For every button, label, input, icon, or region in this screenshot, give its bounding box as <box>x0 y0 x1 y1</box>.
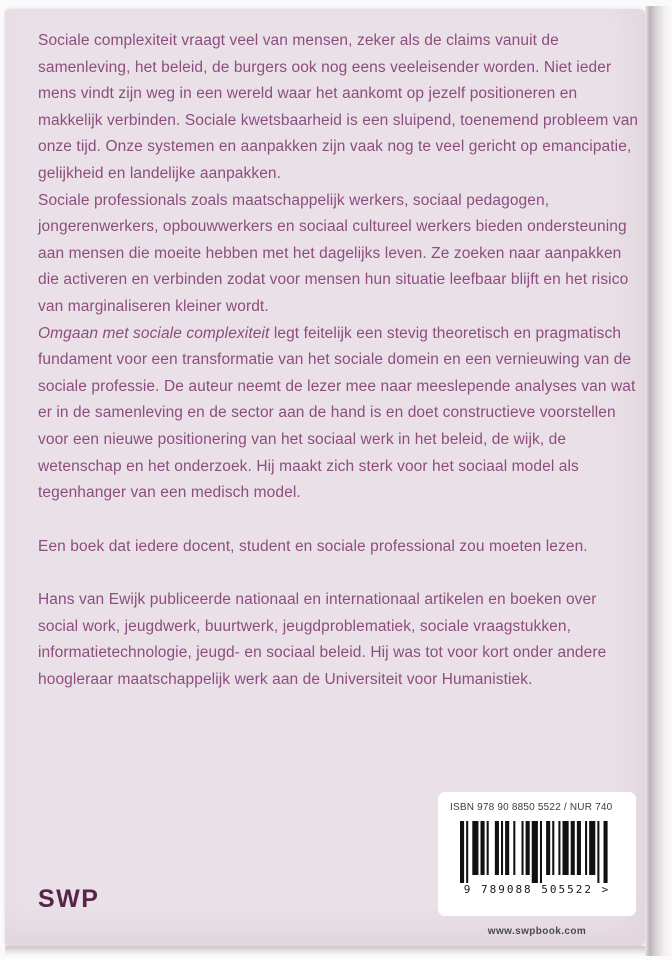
recommendation-line: Een boek dat iedere docent, student en sociale professional zou moeten lezen. <box>38 537 588 555</box>
book-page-edge <box>645 6 672 956</box>
author-bio: Hans van Ewijk publiceerde nationaal en internationaal artikelen en boeken over social work, jeugdwerk, buurtwerk, jeugdproblematiek, sociale vraagstukken, informatietechnologie, jeugd- en sociaal beleid. Hij was tot voor kort onder andere hoogleraar maatschappelijk werk aan de Universiteit voor Humanistiek. <box>38 591 607 689</box>
barcode-image <box>452 821 622 883</box>
book-bottom-edge <box>5 946 645 960</box>
barcode-number: 9 789088 505522 > <box>463 883 611 896</box>
isbn-label: ISBN 978 90 8850 5522 / NUR 740 <box>450 802 613 813</box>
publisher-website: www.swpbook.com <box>487 926 587 937</box>
blurb-paragraph-1: Sociale complexiteit vraagt veel van mensen, zeker als de claims vanuit de samenleving, het beleid, de burgers ook nog eens veeleisender worden. Niet ieder mens vindt zijn weg in een wereld waar het aankomt op jezelf positioneren en makkelijk verbinden. Sociale kwetsbaarheid is een sluipend, toenemend probleem van onze tijd. Onze systemen en aanpakken zijn vaak nog te veel gericht op emancipatie, gelijkheid en landelijke aanpakken. <box>38 32 639 182</box>
isbn-barcode-panel <box>438 792 636 916</box>
back-cover <box>5 9 645 946</box>
blurb-paragraph-2: Sociale professionals zoals maatschappelijk werkers, sociaal pedagogen, jongerenwerkers, opbouwwerkers en sociaal cultureel werkers bieden ondersteuning aan mensen die moeite hebben met het dagelijks leven. Ze zoeken naar aanpakken die activeren en verbinden zodat voor mensen hun situatie leefbaar blijft en het risico van marginaliseren kleiner wordt. <box>38 191 629 315</box>
blurb-text-block <box>38 28 639 694</box>
book-title-italic: Omgaan met sociale complexiteit <box>38 324 270 342</box>
publisher-logo: SWP <box>38 885 100 913</box>
blurb-paragraph-3 <box>38 321 639 507</box>
blurb-paragraph-3-rest: legt feitelijk een stevig theoretisch en pragmatisch fundament voor een transformatie van het sociale domein en een vernieuwing van de sociale professie. De auteur neemt de lezer mee naar meeslepende analyses van wat er in de samenleving en de sector aan de hand is en doet constructieve voorstellen voor een nieuwe positionering van het sociaal werk in het beleid, de wijk, de wetenschap en het onderzoek. Hij maakt zich sterk voor het sociaal model als tegenhanger van een medisch model. <box>38 324 636 502</box>
